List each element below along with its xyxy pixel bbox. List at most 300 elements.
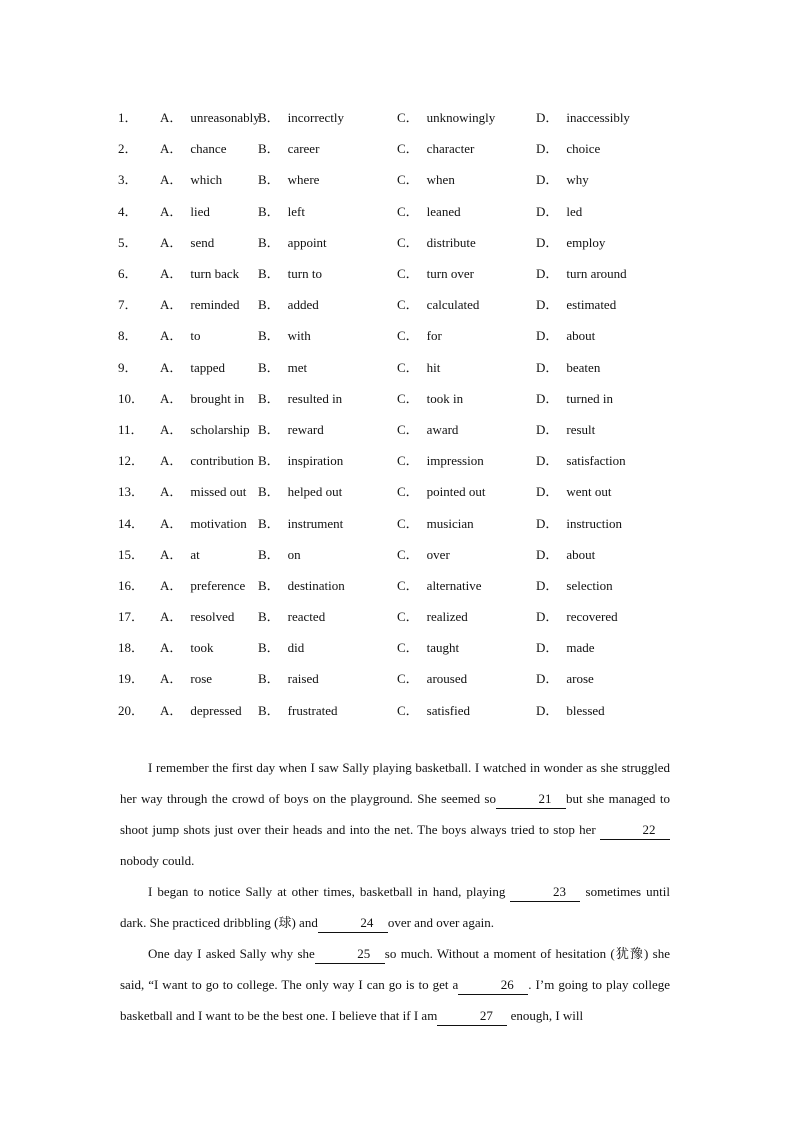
- option-c: [397, 294, 536, 313]
- option-text: preference: [190, 577, 246, 593]
- option-letter: B．: [258, 577, 280, 593]
- option-letter: C．: [397, 266, 419, 282]
- question-number: 17．: [118, 609, 145, 625]
- option-b: [258, 107, 397, 126]
- option-a: [160, 419, 258, 438]
- question-number: 2．: [118, 141, 138, 157]
- option-text: beaten: [566, 359, 601, 375]
- option-text: helped out: [287, 484, 343, 500]
- option-letter: D．: [536, 172, 559, 188]
- option-d: [536, 107, 676, 126]
- option-text: rose: [190, 671, 213, 687]
- option-text: impression: [426, 453, 484, 469]
- option-a: [160, 388, 258, 407]
- option-a: [160, 544, 258, 563]
- option-letter: B．: [258, 671, 280, 687]
- option-c: [397, 481, 536, 500]
- option-text: when: [426, 172, 455, 188]
- option-text: met: [287, 359, 308, 375]
- option-text: where: [287, 172, 320, 188]
- option-letter: D．: [536, 203, 559, 219]
- option-letter: B．: [258, 172, 280, 188]
- question-row: [118, 600, 718, 631]
- option-text: added: [287, 297, 319, 313]
- option-letter: A．: [160, 609, 183, 625]
- option-text: made: [566, 640, 595, 656]
- answer-blank: 23: [510, 883, 580, 902]
- option-letter: C．: [397, 609, 419, 625]
- option-letter: B．: [258, 141, 280, 157]
- question-number: 14．: [118, 515, 145, 531]
- option-d: [536, 232, 676, 251]
- option-letter: A．: [160, 297, 183, 313]
- option-letter: B．: [258, 359, 280, 375]
- option-letter: D．: [536, 390, 559, 406]
- option-text: about: [566, 546, 596, 562]
- option-text: tapped: [190, 359, 226, 375]
- option-d: [536, 388, 676, 407]
- passage-text: I began to notice Sally at other times, basketball in hand, playing: [148, 884, 506, 899]
- passage-text: . I’m going to play college basketball and I want to be the best one. I believe that if I am: [120, 977, 670, 1023]
- option-d: [536, 169, 676, 188]
- option-letter: B．: [258, 234, 280, 250]
- option-letter: D．: [536, 577, 559, 593]
- option-text: why: [566, 172, 589, 188]
- option-d: [536, 700, 676, 719]
- option-a: [160, 668, 258, 687]
- passage-text: over and over again.: [387, 915, 494, 930]
- option-letter: C．: [397, 453, 419, 469]
- option-d: [536, 513, 676, 532]
- passage-text: but she managed to shoot jump shots just over their heads and into the net. The boys always tried to stop her: [120, 791, 670, 837]
- option-c: [397, 668, 536, 687]
- option-letter: B．: [258, 110, 280, 126]
- question-row: [118, 351, 718, 382]
- option-c: [397, 325, 536, 344]
- options-list: [118, 101, 718, 725]
- option-b: [258, 668, 397, 687]
- question-row: [118, 319, 718, 350]
- option-text: missed out: [190, 484, 247, 500]
- option-text: on: [287, 546, 301, 562]
- option-b: [258, 232, 397, 251]
- option-letter: A．: [160, 266, 183, 282]
- question-row: [118, 132, 718, 163]
- option-d: [536, 481, 676, 500]
- question-number: 10．: [118, 390, 145, 406]
- option-b: [258, 700, 397, 719]
- option-text: with: [287, 328, 311, 344]
- passage-text: nobody could.: [120, 853, 195, 868]
- option-d: [536, 419, 676, 438]
- passage-text: so much. Without a moment of hesitation (犹豫) she said, “I want to go to college. The only way I can go is to get a: [120, 946, 670, 992]
- option-d: [536, 325, 676, 344]
- option-b: [258, 481, 397, 500]
- option-letter: C．: [397, 328, 419, 344]
- option-letter: B．: [258, 421, 280, 437]
- option-c: [397, 169, 536, 188]
- answer-blank: 21: [496, 790, 566, 809]
- option-a: [160, 357, 258, 376]
- answer-blank: 22: [600, 821, 670, 840]
- option-d: [536, 357, 676, 376]
- option-letter: A．: [160, 671, 183, 687]
- option-letter: A．: [160, 141, 183, 157]
- option-letter: B．: [258, 702, 280, 718]
- option-letter: D．: [536, 359, 559, 375]
- option-text: calculated: [426, 297, 480, 313]
- option-text: musician: [426, 515, 474, 531]
- option-text: reminded: [190, 297, 240, 313]
- option-c: [397, 201, 536, 220]
- option-text: lied: [190, 203, 210, 219]
- question-number: 1．: [118, 110, 138, 126]
- passage-text: enough, I will: [510, 1008, 584, 1023]
- option-text: did: [287, 640, 305, 656]
- option-letter: C．: [397, 671, 419, 687]
- option-text: to: [190, 328, 201, 344]
- option-text: estimated: [566, 297, 617, 313]
- option-text: turn back: [190, 266, 240, 282]
- option-b: [258, 388, 397, 407]
- option-letter: C．: [397, 546, 419, 562]
- option-text: turned in: [566, 390, 613, 406]
- option-text: over: [426, 546, 450, 562]
- question-row: [118, 382, 718, 413]
- option-letter: A．: [160, 234, 183, 250]
- answer-blank: 27: [437, 1007, 507, 1026]
- option-letter: C．: [397, 640, 419, 656]
- option-letter: B．: [258, 297, 280, 313]
- question-number: 18．: [118, 640, 145, 656]
- question-row: [118, 413, 718, 444]
- option-c: [397, 357, 536, 376]
- option-letter: A．: [160, 546, 183, 562]
- option-text: arose: [566, 671, 594, 687]
- question-row: [118, 163, 718, 194]
- question-number: 11．: [118, 421, 144, 437]
- option-c: [397, 450, 536, 469]
- option-letter: A．: [160, 515, 183, 531]
- option-text: motivation: [190, 515, 247, 531]
- question-number: 12．: [118, 453, 145, 469]
- option-b: [258, 544, 397, 563]
- question-row: [118, 506, 718, 537]
- option-c: [397, 575, 536, 594]
- option-letter: C．: [397, 515, 419, 531]
- option-text: satisfaction: [566, 453, 626, 469]
- option-text: turn to: [287, 266, 322, 282]
- option-d: [536, 668, 676, 687]
- option-c: [397, 513, 536, 532]
- option-text: pointed out: [426, 484, 486, 500]
- option-text: reward: [287, 421, 324, 437]
- option-a: [160, 201, 258, 220]
- question-number: 8．: [118, 328, 138, 344]
- question-number: 9．: [118, 359, 138, 375]
- option-text: brought in: [190, 390, 245, 406]
- option-letter: C．: [397, 702, 419, 718]
- question-number: 4．: [118, 203, 138, 219]
- option-text: resolved: [190, 609, 235, 625]
- option-c: [397, 107, 536, 126]
- option-text: contribution: [190, 453, 254, 469]
- question-row: [118, 475, 718, 506]
- option-c: [397, 700, 536, 719]
- option-text: destination: [287, 577, 345, 593]
- question-row: [118, 662, 718, 693]
- question-number: 3．: [118, 172, 138, 188]
- question-number: 6．: [118, 266, 138, 282]
- option-letter: A．: [160, 577, 183, 593]
- option-a: [160, 263, 258, 282]
- option-text: raised: [287, 671, 319, 687]
- option-letter: B．: [258, 453, 280, 469]
- option-a: [160, 294, 258, 313]
- question-row: [118, 226, 718, 257]
- option-d: [536, 606, 676, 625]
- option-letter: D．: [536, 110, 559, 126]
- option-text: choice: [566, 141, 601, 157]
- option-text: inspiration: [287, 453, 344, 469]
- option-text: chance: [190, 141, 227, 157]
- question-row: [118, 257, 718, 288]
- option-letter: A．: [160, 390, 183, 406]
- option-b: [258, 606, 397, 625]
- option-text: instrument: [287, 515, 344, 531]
- option-text: leaned: [426, 203, 461, 219]
- option-text: award: [426, 421, 459, 437]
- option-b: [258, 169, 397, 188]
- option-letter: C．: [397, 577, 419, 593]
- option-letter: D．: [536, 640, 559, 656]
- option-text: realized: [426, 609, 468, 625]
- option-a: [160, 138, 258, 157]
- option-b: [258, 575, 397, 594]
- option-b: [258, 637, 397, 656]
- option-b: [258, 294, 397, 313]
- question-number: 7．: [118, 297, 138, 313]
- option-letter: A．: [160, 640, 183, 656]
- answer-blank: 24: [318, 914, 388, 933]
- option-letter: C．: [397, 141, 419, 157]
- option-text: depressed: [190, 702, 242, 718]
- option-text: led: [566, 203, 583, 219]
- option-b: [258, 201, 397, 220]
- option-text: aroused: [426, 671, 468, 687]
- option-letter: B．: [258, 203, 280, 219]
- option-text: turn over: [426, 266, 474, 282]
- option-letter: D．: [536, 546, 559, 562]
- question-number: 19．: [118, 671, 145, 687]
- option-letter: B．: [258, 390, 280, 406]
- option-text: instruction: [566, 515, 622, 531]
- option-letter: C．: [397, 484, 419, 500]
- option-text: selection: [566, 577, 613, 593]
- option-letter: B．: [258, 484, 280, 500]
- passage-text: sometimes until dark. She practiced dribbling (球) and: [120, 884, 671, 930]
- question-row: [118, 538, 718, 569]
- option-letter: D．: [536, 421, 559, 437]
- option-text: inaccessibly: [566, 110, 630, 126]
- option-letter: D．: [536, 297, 559, 313]
- option-letter: A．: [160, 172, 183, 188]
- passage-paragraph: [120, 938, 670, 1031]
- option-text: hit: [426, 359, 441, 375]
- option-letter: A．: [160, 328, 183, 344]
- option-text: resulted in: [287, 390, 343, 406]
- option-a: [160, 700, 258, 719]
- option-d: [536, 544, 676, 563]
- option-text: incorrectly: [287, 110, 344, 126]
- option-letter: D．: [536, 702, 559, 718]
- option-b: [258, 138, 397, 157]
- option-text: went out: [566, 484, 612, 500]
- option-a: [160, 513, 258, 532]
- question-row: [118, 694, 718, 725]
- option-letter: D．: [536, 484, 559, 500]
- question-row: [118, 101, 718, 132]
- option-letter: B．: [258, 546, 280, 562]
- passage-text: One day I asked Sally why she: [148, 946, 315, 961]
- option-letter: C．: [397, 359, 419, 375]
- passage-paragraph: [120, 876, 670, 938]
- passage-text: I remember the first day when I saw Sally playing basketball. I watched in wonder as she struggled her way through the crowd of boys on the playground. She seemed so: [120, 760, 670, 806]
- option-c: [397, 388, 536, 407]
- option-letter: D．: [536, 515, 559, 531]
- option-d: [536, 201, 676, 220]
- question-row: [118, 444, 718, 475]
- option-text: at: [190, 546, 200, 562]
- question-row: [118, 631, 718, 662]
- option-text: recovered: [566, 609, 618, 625]
- option-letter: C．: [397, 297, 419, 313]
- option-letter: D．: [536, 141, 559, 157]
- option-text: scholarship: [190, 421, 250, 437]
- option-a: [160, 169, 258, 188]
- option-b: [258, 325, 397, 344]
- question-row: [118, 288, 718, 319]
- answer-blank: 25: [315, 945, 385, 964]
- option-text: left: [287, 203, 305, 219]
- option-letter: D．: [536, 453, 559, 469]
- option-d: [536, 450, 676, 469]
- option-text: appoint: [287, 234, 327, 250]
- option-c: [397, 138, 536, 157]
- question-number: 15．: [118, 546, 145, 562]
- option-text: which: [190, 172, 223, 188]
- option-text: blessed: [566, 702, 605, 718]
- option-letter: B．: [258, 266, 280, 282]
- option-b: [258, 419, 397, 438]
- option-c: [397, 606, 536, 625]
- option-a: [160, 450, 258, 469]
- question-number: 5．: [118, 234, 138, 250]
- option-text: about: [566, 328, 596, 344]
- option-letter: C．: [397, 234, 419, 250]
- option-a: [160, 606, 258, 625]
- option-b: [258, 450, 397, 469]
- option-letter: B．: [258, 640, 280, 656]
- question-number: 16．: [118, 577, 145, 593]
- question-row: [118, 569, 718, 600]
- option-letter: A．: [160, 110, 183, 126]
- option-letter: A．: [160, 484, 183, 500]
- option-letter: B．: [258, 328, 280, 344]
- option-letter: C．: [397, 110, 419, 126]
- option-a: [160, 232, 258, 251]
- option-d: [536, 575, 676, 594]
- option-letter: B．: [258, 609, 280, 625]
- option-b: [258, 513, 397, 532]
- option-text: character: [426, 141, 475, 157]
- reading-passage: [120, 752, 670, 1031]
- option-text: unknowingly: [426, 110, 496, 126]
- option-letter: D．: [536, 328, 559, 344]
- option-a: [160, 325, 258, 344]
- option-text: employ: [566, 234, 606, 250]
- option-text: took: [190, 640, 214, 656]
- option-c: [397, 544, 536, 563]
- question-number: 20．: [118, 702, 145, 718]
- option-d: [536, 294, 676, 313]
- option-c: [397, 637, 536, 656]
- option-text: distribute: [426, 234, 476, 250]
- option-b: [258, 357, 397, 376]
- answer-blank: 26: [458, 976, 528, 995]
- option-letter: A．: [160, 203, 183, 219]
- option-letter: D．: [536, 609, 559, 625]
- option-d: [536, 637, 676, 656]
- option-text: alternative: [426, 577, 482, 593]
- question-number: 13．: [118, 484, 145, 500]
- option-letter: A．: [160, 421, 183, 437]
- option-c: [397, 232, 536, 251]
- option-a: [160, 481, 258, 500]
- option-letter: D．: [536, 234, 559, 250]
- option-text: for: [426, 328, 442, 344]
- option-b: [258, 263, 397, 282]
- passage-paragraph: [120, 752, 670, 876]
- option-letter: B．: [258, 515, 280, 531]
- option-a: [160, 637, 258, 656]
- option-letter: C．: [397, 203, 419, 219]
- option-text: took in: [426, 390, 464, 406]
- option-c: [397, 419, 536, 438]
- option-text: unreasonably: [190, 110, 260, 126]
- option-letter: A．: [160, 359, 183, 375]
- option-letter: C．: [397, 390, 419, 406]
- option-letter: A．: [160, 453, 183, 469]
- option-d: [536, 138, 676, 157]
- option-letter: A．: [160, 702, 183, 718]
- option-text: career: [287, 141, 320, 157]
- option-c: [397, 263, 536, 282]
- question-row: [118, 195, 718, 226]
- option-letter: D．: [536, 671, 559, 687]
- option-text: turn around: [566, 266, 627, 282]
- option-letter: C．: [397, 172, 419, 188]
- option-text: reacted: [287, 609, 326, 625]
- option-text: frustrated: [287, 702, 338, 718]
- option-d: [536, 263, 676, 282]
- option-text: taught: [426, 640, 460, 656]
- option-a: [160, 575, 258, 594]
- option-letter: C．: [397, 421, 419, 437]
- option-text: satisfied: [426, 702, 470, 718]
- option-letter: D．: [536, 266, 559, 282]
- option-text: result: [566, 421, 596, 437]
